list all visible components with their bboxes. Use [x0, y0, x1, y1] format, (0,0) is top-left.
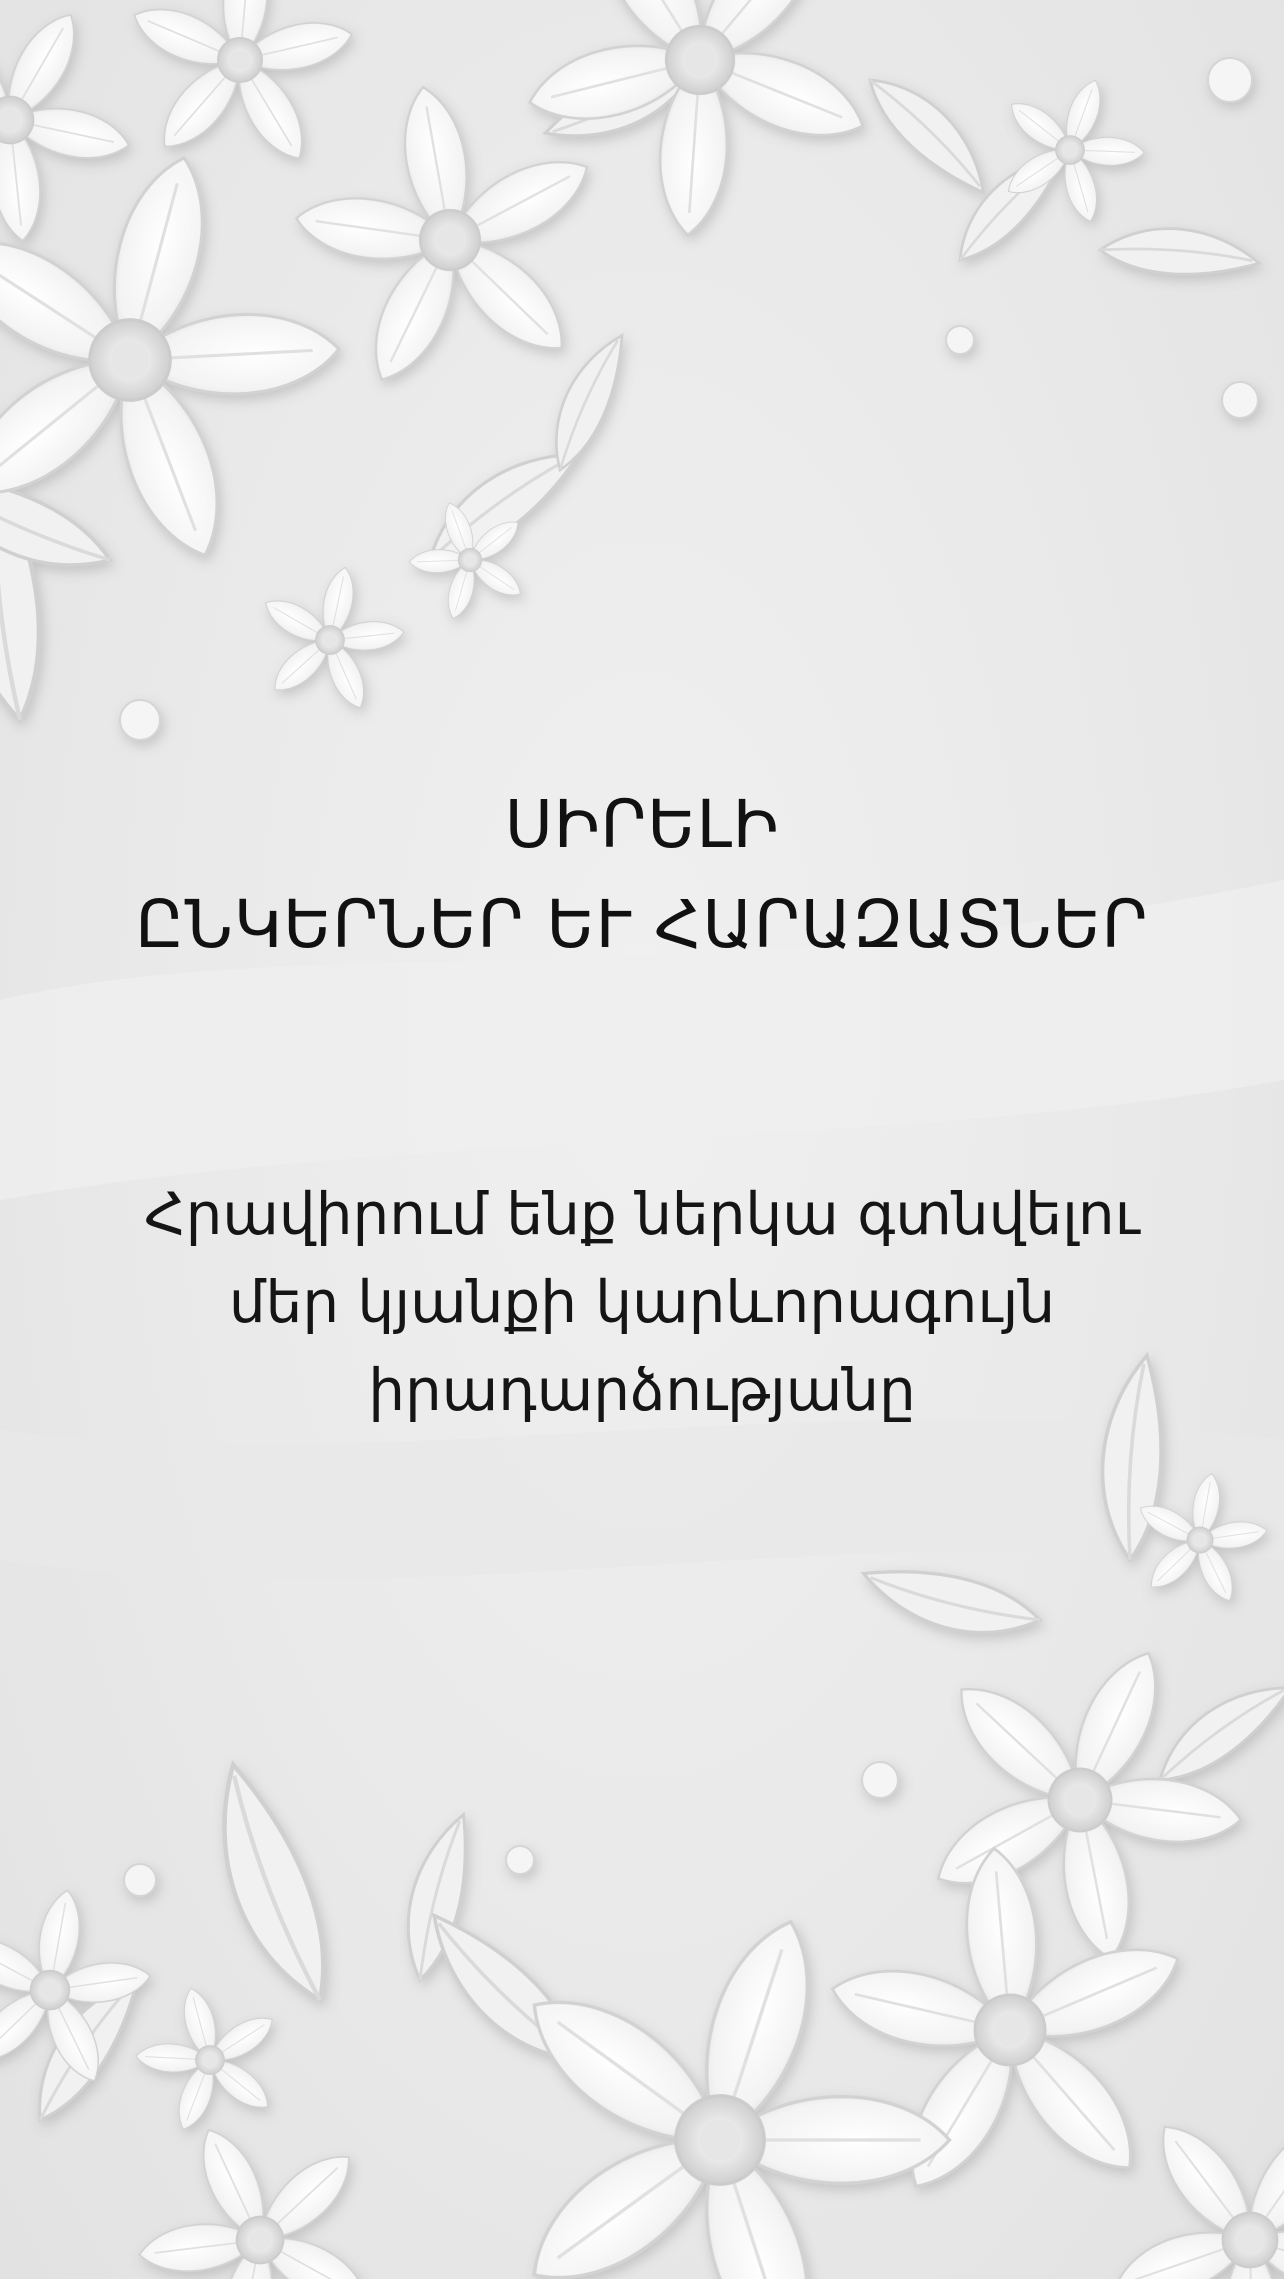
invitation-heading	[0, 775, 1284, 975]
message-line-3: իրադարձությանը	[368, 1356, 916, 1424]
invitation-message	[0, 1170, 1284, 1434]
message-line-2: մեր կյանքի կարևորագույն	[228, 1268, 1056, 1336]
heading-line-1: ՍԻՐԵԼԻ	[504, 786, 780, 863]
message-line-1: Հրավիրում ենք ներկա գտնվելու	[144, 1180, 1140, 1248]
heading-line-2: ԸՆԿԵՐՆԵՐ ԵՒ ՀԱՐԱԶԱՏՆԵՐ	[135, 886, 1149, 963]
floral-border-top	[0, 0, 1262, 740]
